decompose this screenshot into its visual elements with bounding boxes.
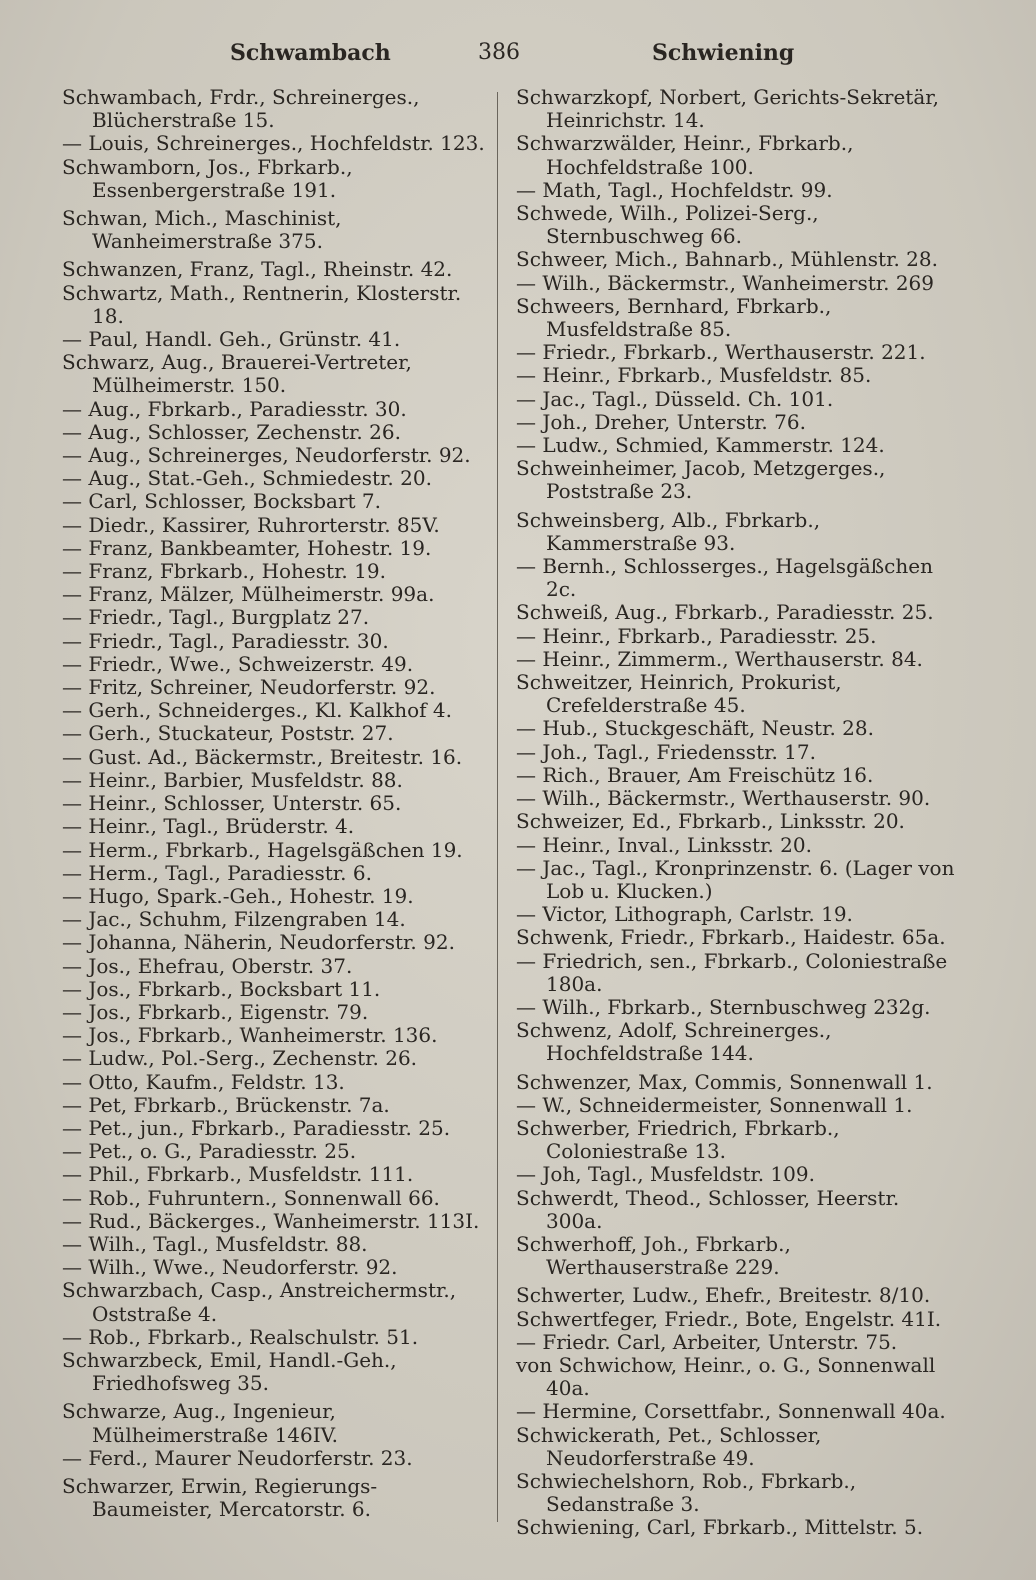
directory-entry: — Friedr., Wwe., Schweizerstr. 49. (62, 651, 414, 676)
directory-entry: — Bernh., Schlosserges., Hagelsgäßchen 2c. (516, 554, 933, 602)
directory-entry: — Otto, Kaufm., Feldstr. 13. (62, 1069, 345, 1094)
header-left-keyword: Schwambach (230, 40, 391, 66)
directory-entry: — Jac., Schuhm, Filzengraben 14. (62, 907, 406, 932)
directory-entry: — Friedr., Tagl., Burgplatz 27. (62, 605, 370, 630)
directory-entry: — Louis, Schreinerges., Hochfeldstr. 123. (62, 131, 485, 156)
directory-entry: — Johanna, Näherin, Neudorferstr. 92. (62, 930, 455, 955)
directory-entry: — Franz, Fbrkarb., Hohestr. 19. (62, 559, 386, 584)
directory-entry: — Friedrich, sen., Fbrkarb., Coloniestraße 180a. (516, 948, 948, 996)
directory-entry: — Carl, Schlosser, Bocksbart 7. (62, 489, 382, 514)
directory-entry: — Hub., Stuckgeschäft, Neustr. 28. (516, 716, 874, 741)
directory-entry: — Joh, Tagl., Musfeldstr. 109. (516, 1162, 815, 1187)
directory-entry: — Paul, Handl. Geh., Grünstr. 41. (62, 327, 401, 352)
directory-entry: Schwede, Wilh., Polizei-Serg., Sternbuschweg 66. (516, 201, 819, 249)
directory-entry: — Aug., Schreinerges, Neudorferstr. 92. (62, 443, 471, 468)
directory-entry: Schwarze, Aug., Ingenieur, Mülheimerstraße 146IV. (62, 1399, 338, 1447)
column-divider (497, 92, 498, 1522)
directory-entry: — Gerh., Stuckateur, Poststr. 27. (62, 721, 394, 746)
directory-entry: Schwertfeger, Friedr., Bote, Engelstr. 41I. (516, 1306, 942, 1331)
directory-entry: — Wilh., Bäckermstr., Werthauserstr. 90. (516, 786, 931, 811)
directory-entry: — Joh., Dreher, Unterstr. 76. (516, 409, 806, 434)
directory-entry: — Rob., Fbrkarb., Realschulstr. 51. (62, 1324, 419, 1349)
directory-entry: Schweizer, Ed., Fbrkarb., Linksstr. 20. (516, 809, 905, 834)
directory-entry: Schwarzer, Erwin, Regierungs-Baumeister, Mercatorstr. 6. (62, 1473, 378, 1522)
directory-entry: — W., Schneidermeister, Sonnenwall 1. (516, 1092, 913, 1117)
directory-entry: — Heinr., Schlosser, Unterstr. 65. (62, 791, 402, 816)
directory-entry: Schwenz, Adolf, Schreinerges., Hochfeldstraße 144. (516, 1018, 832, 1066)
directory-entry: — Jos., Fbrkarb., Eigenstr. 79. (62, 999, 369, 1024)
directory-entry: Schwiening, Carl, Fbrkarb., Mittelstr. 5. (516, 1515, 924, 1540)
directory-entry: — Ludw., Pol.-Serg., Zechenstr. 26. (62, 1046, 418, 1071)
directory-entry: Schwickerath, Pet., Schlosser, Neudorferstraße 49. (516, 1422, 822, 1470)
directory-entry: Schweiß, Aug., Fbrkarb., Paradiesstr. 25. (516, 600, 934, 625)
left-column (62, 86, 492, 1521)
directory-entry: — Heinr., Inval., Linksstr. 20. (516, 832, 812, 857)
directory-entry: Schwan, Mich., Maschinist, Wanheimerstraße 375. (62, 206, 342, 254)
directory-entry: — Friedr., Tagl., Paradiesstr. 30. (62, 628, 389, 653)
directory-entry: — Friedr. Carl, Arbeiter, Unterstr. 75. (516, 1329, 898, 1354)
directory-entry: Schwerber, Friedrich, Fbrkarb., Coloniestraße 13. (516, 1115, 840, 1164)
directory-entry: — Wilh., Bäckermstr., Wanheimerstr. 269 (516, 270, 934, 295)
directory-entry: Schwiechelshorn, Rob., Fbrkarb., Sedanstraße 3. (516, 1468, 857, 1517)
directory-entry: Schwerdt, Theod., Schlosser, Heerstr. 300a. (516, 1185, 900, 1233)
directory-entry: Schwenk, Friedr., Fbrkarb., Haidestr. 65a. (516, 925, 946, 950)
directory-entry: — Hermine, Corsettfabr., Sonnenwall 40a. (516, 1399, 946, 1424)
directory-entry: — Phil., Fbrkarb., Musfeldstr. 111. (62, 1162, 414, 1187)
header-right-keyword: Schwiening (652, 40, 795, 66)
directory-entry: Schwarzbeck, Emil, Handl.-Geh., Friedhofsweg 35. (62, 1347, 397, 1396)
directory-entry: — Aug., Stat.-Geh., Schmiedestr. 20. (62, 466, 432, 491)
directory-entry: — Heinr., Zimmerm., Werthauserstr. 84. (516, 646, 923, 671)
page-number: 386 (478, 40, 520, 65)
directory-entry: Schweers, Bernhard, Fbrkarb., Musfeldstraße 85. (516, 293, 832, 342)
directory-entry: Schwarzwälder, Heinr., Fbrkarb., Hochfeldstraße 100. (516, 131, 854, 179)
directory-entry: — Gust. Ad., Bäckermstr., Breitestr. 16. (62, 744, 463, 769)
directory-entry: Schwambach, Frdr., Schreinerges., Blücherstraße 15. (62, 85, 420, 133)
directory-entry: — Heinr., Fbrkarb., Paradiesstr. 25. (516, 623, 877, 648)
directory-entry: — Math, Tagl., Hochfeldstr. 99. (516, 177, 833, 202)
directory-entry: — Jos., Fbrkarb., Bocksbart 11. (62, 976, 381, 1001)
directory-entry: — Jos., Ehefrau, Oberstr. 37. (62, 953, 353, 978)
directory-entry: — Fritz, Schreiner, Neudorferstr. 92. (62, 675, 436, 700)
directory-entry: — Pet., jun., Fbrkarb., Paradiesstr. 25. (62, 1115, 451, 1140)
directory-entry: — Pet., o. G., Paradiesstr. 25. (62, 1139, 357, 1164)
directory-entry: — Pet, Fbrkarb., Brückenstr. 7a. (62, 1092, 390, 1117)
directory-entry: — Aug., Schlosser, Zechenstr. 26. (62, 419, 401, 444)
directory-entry: — Herm., Tagl., Paradiesstr. 6. (62, 860, 372, 885)
directory-entry: Schwarz, Aug., Brauerei-Vertreter, Mülheimerstr. 150. (62, 350, 412, 398)
directory-entry: — Wilh., Tagl., Musfeldstr. 88. (62, 1231, 368, 1256)
directory-entry: — Jac., Tagl., Kronprinzenstr. 6. (Lager von Lob u. Klucken.) (516, 855, 955, 903)
directory-entry: Schweitzer, Heinrich, Prokurist, Crefelderstraße 45. (516, 670, 842, 718)
directory-entry: — Rud., Bäckerges., Wanheimerstr. 113I. (62, 1208, 480, 1233)
directory-entry: — Rob., Fuhruntern., Sonnenwall 66. (62, 1185, 440, 1210)
directory-entry: — Hugo, Spark.-Geh., Hohestr. 19. (62, 883, 414, 908)
directory-entry: — Diedr., Kassirer, Ruhrorterstr. 85V. (62, 512, 440, 537)
directory-entry: — Heinr., Fbrkarb., Musfeldstr. 85. (516, 363, 872, 388)
directory-entry: — Wilh., Fbrkarb., Sternbuschweg 232g. (516, 994, 931, 1019)
directory-entry: — Wilh., Wwe., Neudorferstr. 92. (62, 1255, 398, 1280)
directory-entry: — Victor, Lithograph, Carlstr. 19. (516, 902, 853, 927)
directory-entry: — Franz, Mälzer, Mülheimerstr. 99a. (62, 582, 435, 607)
directory-entry: Schwarzkopf, Norbert, Gerichts-Sekretär, Heinrichstr. 14. (516, 85, 939, 133)
directory-entry: — Herm., Fbrkarb., Hagelsgäßchen 19. (62, 837, 463, 862)
directory-entry: — Friedr., Fbrkarb., Werthauserstr. 221. (516, 340, 926, 365)
directory-entry: — Rich., Brauer, Am Freischütz 16. (516, 762, 874, 787)
page-header (60, 40, 980, 80)
directory-entry: — Joh., Tagl., Friedensstr. 17. (516, 739, 816, 764)
directory-entry: Schwarzbach, Casp., Anstreichermstr., Oststraße 4. (62, 1278, 457, 1326)
directory-entry: — Jac., Tagl., Düsseld. Ch. 101. (516, 386, 834, 411)
directory-entry: — Franz, Bankbeamter, Hohestr. 19. (62, 535, 432, 560)
directory-entry: — Heinr., Tagl., Brüderstr. 4. (62, 814, 355, 839)
directory-entry: Schweer, Mich., Bahnarb., Mühlenstr. 28. (516, 247, 938, 272)
directory-entry: — Ludw., Schmied, Kammerstr. 124. (516, 433, 885, 458)
directory-entry: — Jos., Fbrkarb., Wanheimerstr. 136. (62, 1023, 438, 1048)
directory-entry: Schwanzen, Franz, Tagl., Rheinstr. 42. (62, 257, 453, 282)
directory-entry: Schwerhoff, Joh., Fbrkarb., Werthauserstraße 229. (516, 1231, 791, 1280)
directory-entry: — Ferd., Maurer Neudorferstr. 23. (62, 1445, 413, 1470)
directory-entry: Schweinsberg, Alb., Fbrkarb., Kammerstraße 93. (516, 507, 821, 555)
directory-entry: Schweinheimer, Jacob, Metzgerges., Poststraße 23. (516, 456, 886, 504)
right-column (516, 86, 956, 1540)
directory-entry: Schwerter, Ludw., Ehefr., Breitestr. 8/10. (516, 1283, 931, 1308)
directory-entry: — Aug., Fbrkarb., Paradiesstr. 30. (62, 396, 407, 421)
directory-entry: von Schwichow, Heinr., o. G., Sonnenwall 40a. (516, 1352, 936, 1401)
directory-entry: Schwartz, Math., Rentnerin, Klosterstr. 18. (62, 280, 462, 328)
directory-entry: Schwenzer, Max, Commis, Sonnenwall 1. (516, 1069, 933, 1094)
directory-entry: — Gerh., Schneiderges., Kl. Kalkhof 4. (62, 698, 452, 723)
directory-entry: Schwamborn, Jos., Fbrkarb., Essenbergerstraße 191. (62, 154, 353, 202)
directory-entry: — Heinr., Barbier, Musfeldstr. 88. (62, 767, 403, 792)
